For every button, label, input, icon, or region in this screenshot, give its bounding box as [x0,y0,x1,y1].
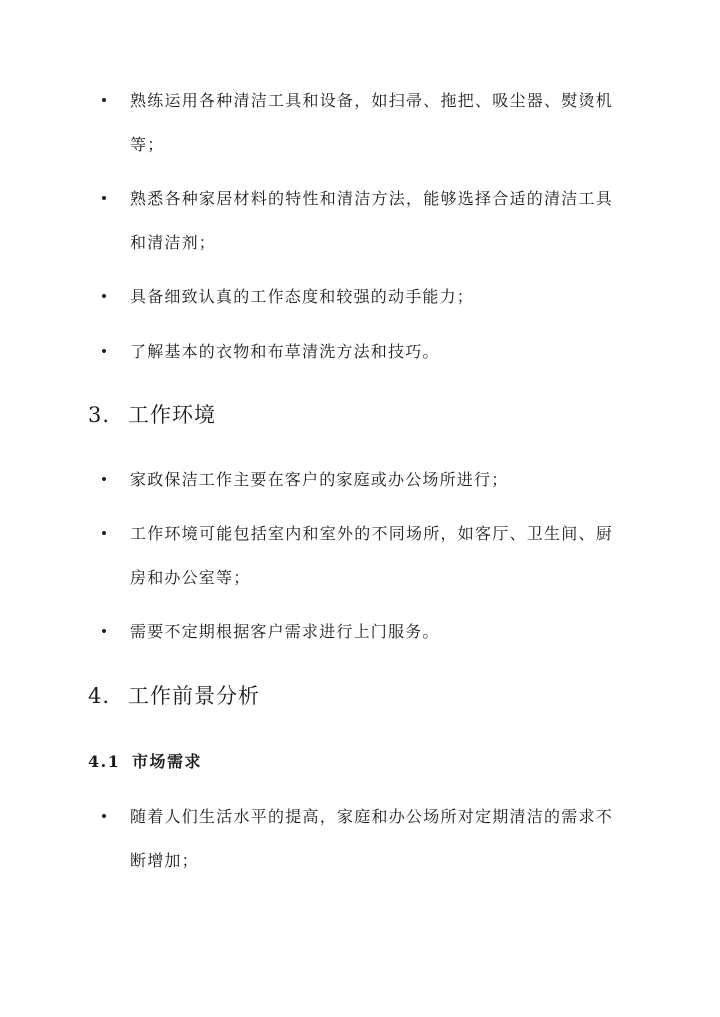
section-number: 4. [88,684,111,708]
section-heading-outlook [88,680,260,710]
bullet-icon [102,294,106,298]
bullet-icon [102,814,106,818]
bullet-icon [102,196,106,200]
bullet-icon [102,98,106,102]
list-item: 随着人们生活水平的提高，家庭和办公场所对定期清洁的需求不断增加； [108,795,613,883]
subsection-title: 市场需求 [132,752,203,771]
bullet-icon [102,349,106,353]
list-item: 家政保洁工作主要在客户的家庭或办公场所进行； [108,458,613,502]
list-item: 熟悉各种家居材料的特性和清洁方法，能够选择合适的清洁工具和清洁剂； [108,177,613,265]
section-heading-work-environment [88,399,216,429]
list-item: 熟练运用各种清洁工具和设备，如扫帚、拖把、吸尘器、熨烫机等； [108,79,613,167]
list-item: 工作环境可能包括室内和室外的不同场所，如客厅、卫生间、厨房和办公室等； [108,512,613,600]
subsection-number: 4.1 [88,752,121,771]
list-item: 了解基本的衣物和布草清洗方法和技巧。 [108,330,613,374]
list-item: 具备细致认真的工作态度和较强的动手能力； [108,275,613,319]
section-title: 工作环境 [128,403,216,427]
subsection-heading-market-demand [88,749,202,772]
bullet-icon [102,477,106,481]
bullet-icon [102,531,106,535]
section-title: 工作前景分析 [128,684,260,708]
bullet-icon [102,629,106,633]
list-item: 需要不定期根据客户需求进行上门服务。 [108,610,613,654]
section-number: 3. [88,403,111,427]
